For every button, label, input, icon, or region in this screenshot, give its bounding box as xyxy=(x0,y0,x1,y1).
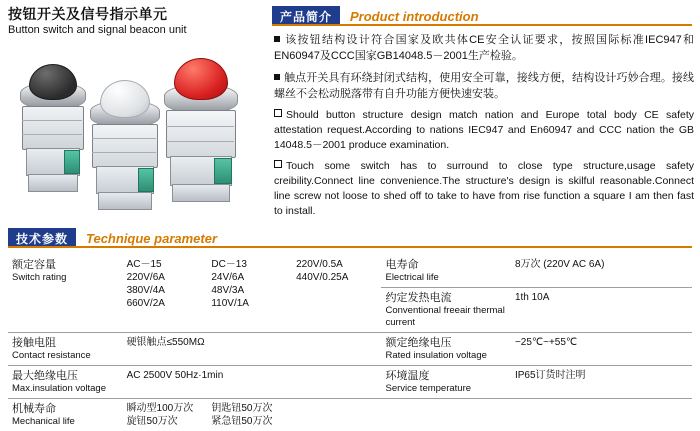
row-label-switch-rating xyxy=(8,255,123,333)
white-push-button xyxy=(86,78,162,210)
black-button-housing-ribs xyxy=(22,120,82,121)
intro-paragraph-1-text: 该按钮结构设计符合国家及欧共体CE安全认证要求，按照国际标准IEC947和EN60947及CCC国家GB14048.5－2001生产检验。 xyxy=(274,34,694,62)
cell-thermal-current-value: 1th 10A xyxy=(511,288,692,333)
cell-dc-voltage: 220V/0.5A 440V/0.25A xyxy=(292,255,381,333)
row-label-en: Switch rating xyxy=(12,272,119,284)
cell-max-insulation-voltage-value: AC 2500V 50Hz·1min xyxy=(123,366,382,399)
row-label-en: Service temperature xyxy=(385,383,506,395)
row-label-cn: 电寿命 xyxy=(385,258,506,272)
red-button-base xyxy=(172,184,230,202)
intro-paragraph-4 xyxy=(274,159,694,219)
red-button-housing-ribs2 xyxy=(166,141,234,142)
white-button-housing-ribs xyxy=(92,138,156,139)
row-label-cn: 额定容量 xyxy=(12,258,119,272)
cell-contact-resistance-value: 硬银触点≤550MΩ xyxy=(123,333,382,366)
intro-header-cn: 产品简介 xyxy=(272,6,340,26)
black-button-housing xyxy=(22,106,84,150)
intro-paragraph-3-text: Should button structure design match nation and Europe total body CE safety attestation request.According to nations IEC947 and En60947 and CCC nation the GB 14048.5－2001 produce examination. xyxy=(274,109,694,151)
row-label-max-insulation-voltage xyxy=(8,366,123,399)
red-button-cap xyxy=(174,58,228,100)
cell-empty-value xyxy=(511,399,692,431)
red-button-housing-ribs xyxy=(166,126,234,127)
page-title xyxy=(8,6,268,37)
row-label-cn: 接触电阻 xyxy=(12,336,119,350)
row-label-cn: 额定绝缘电压 xyxy=(385,336,506,350)
row-label-cn: 约定发热电流 xyxy=(385,291,506,305)
black-push-button xyxy=(16,62,88,194)
cell-empty-label xyxy=(381,399,510,431)
cell-mechanical-life-col1: 瞬动型100万次 旋钮50万次 xyxy=(123,399,208,431)
intro-header-rule xyxy=(272,24,692,26)
row-label-en: Contact resistance xyxy=(12,350,119,362)
row-label-en: Rated insulation voltage xyxy=(385,350,506,362)
intro-paragraph-2-text: 触点开关具有环绕封闭式结构，使用安全可靠，接线方便，结构设计巧妙合理。接线螺丝不会松动脱落带有自升功能方便快速安装。 xyxy=(274,72,694,100)
hollow-square-bullet-icon xyxy=(274,109,282,117)
row-label-cn: 最大绝缘电压 xyxy=(12,369,119,383)
hollow-square-bullet-icon xyxy=(274,160,282,168)
intro-header-en: Product introduction xyxy=(340,6,479,26)
row-label-service-temperature xyxy=(381,366,510,399)
cell-ac15: AC－15 220V/6A 380V/4A 660V/2A xyxy=(123,255,208,333)
cell-service-temperature-value: IP65订货时注明 xyxy=(511,366,692,399)
white-button-cap xyxy=(100,80,150,118)
cell-dc13: DC－13 24V/6A 48V/3A 110V/1A xyxy=(207,255,292,333)
tech-header-cn: 技术参数 xyxy=(8,228,76,248)
black-button-green-terminal xyxy=(64,150,80,174)
row-label-electrical-life xyxy=(381,255,510,288)
intro-paragraph-3 xyxy=(274,108,694,153)
row-label-thermal-current xyxy=(381,288,510,333)
row-label-mechanical-life xyxy=(8,399,123,431)
row-label-en: Mechanical life xyxy=(12,416,119,428)
product-introduction-header xyxy=(272,6,692,26)
white-button-housing xyxy=(92,124,158,168)
tech-header-en: Technique parameter xyxy=(76,228,217,248)
intro-paragraph-4-text: Touch some switch has to surround to close type structure,usage safety creibility.Connect line convenience.The structure's design is skilful reasonable.Connect line screw not loose to shed off to take to have from rise function a square I am then fast to install. xyxy=(274,160,694,217)
row-label-rated-insulation-voltage xyxy=(381,333,510,366)
cell-mechanical-life-col2: 钥匙钮50万次 紧急钮50万次 xyxy=(207,399,381,431)
cell-electrical-life-value: 8万次 (220V AC 6A) xyxy=(511,255,692,288)
row-label-en: Max.insulation voltage xyxy=(12,383,119,395)
cell-rated-insulation-voltage-value: −25℃~+55℃ xyxy=(511,333,692,366)
table-row xyxy=(8,333,692,366)
white-button-housing-ribs2 xyxy=(92,152,156,153)
red-push-button xyxy=(158,54,242,204)
square-bullet-icon xyxy=(274,74,280,80)
product-introduction-body xyxy=(274,32,694,225)
row-label-cn: 机械寿命 xyxy=(12,402,119,416)
white-button-base xyxy=(98,192,152,210)
tech-header-rule xyxy=(8,246,692,248)
page-title-en: Button switch and signal beacon unit xyxy=(8,23,268,37)
row-label-en: Conventional freeair thermal current xyxy=(385,305,506,329)
table-row xyxy=(8,399,692,431)
table-row xyxy=(8,366,692,399)
intro-paragraph-2 xyxy=(274,70,694,102)
black-button-housing-ribs2 xyxy=(22,134,82,135)
technique-parameter-header xyxy=(8,228,692,248)
product-photo xyxy=(10,44,260,194)
red-button-housing xyxy=(166,110,236,158)
white-button-green-terminal xyxy=(138,168,154,192)
black-button-cap xyxy=(29,64,77,100)
square-bullet-icon xyxy=(274,36,280,42)
black-button-base xyxy=(28,174,78,192)
table-row xyxy=(8,255,692,288)
row-label-cn: 环境温度 xyxy=(385,369,506,383)
row-label-en: Electrical life xyxy=(385,272,506,284)
intro-paragraph-1 xyxy=(274,32,694,64)
row-label-contact-resistance xyxy=(8,333,123,366)
red-button-green-terminal xyxy=(214,158,232,184)
page-title-cn: 按钮开关及信号指示单元 xyxy=(8,6,268,22)
